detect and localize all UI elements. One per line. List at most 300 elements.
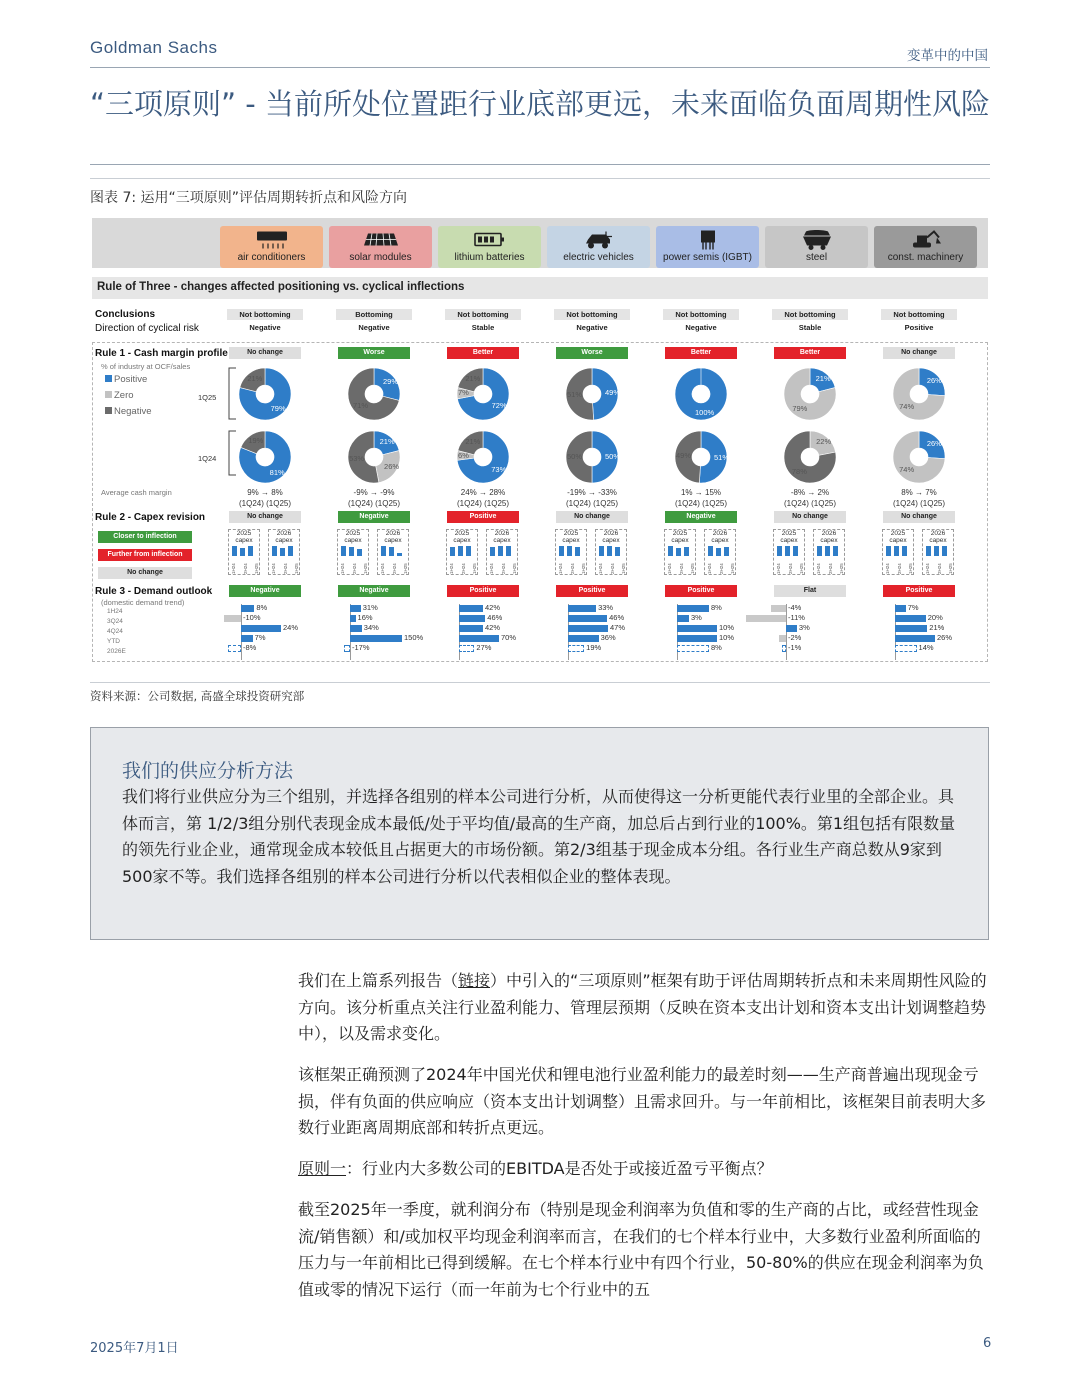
capex-tick-label: 1H25 bbox=[839, 563, 844, 574]
avg-cash-margin-periods: (1Q24) (1Q25) bbox=[347, 499, 401, 508]
rule2-tag: Positive bbox=[447, 511, 519, 523]
capex-tick-label: 1H24 bbox=[271, 563, 276, 574]
capex-period-ticks bbox=[885, 558, 913, 574]
conclusion-value: Not bottoming bbox=[772, 309, 848, 320]
capex-period-ticks bbox=[925, 558, 953, 574]
demand-bar bbox=[779, 635, 786, 642]
donut-value-label: 26% bbox=[926, 438, 942, 448]
rule1-tag: Better bbox=[447, 347, 519, 359]
demand-bar bbox=[568, 615, 607, 622]
capex-year-label: 2025 capex bbox=[562, 530, 580, 544]
capex-box-2025 bbox=[337, 529, 369, 575]
legend-positive: Positive bbox=[105, 374, 147, 385]
capex-bars bbox=[777, 546, 803, 556]
donut-1q24 bbox=[673, 429, 729, 485]
demand-value-label: 16% bbox=[357, 613, 373, 622]
capex-year-label: 2025 capex bbox=[889, 530, 907, 544]
donut-value-label: 100% bbox=[695, 408, 715, 417]
donut-value-label: 53% bbox=[349, 453, 365, 463]
demand-value-label: 27% bbox=[476, 643, 492, 652]
capex-bar bbox=[942, 546, 947, 556]
donut-chart bbox=[346, 366, 402, 422]
capex-revision-panel bbox=[882, 529, 956, 575]
donut-value-label: 21% bbox=[465, 436, 481, 446]
donut-value-label: 29% bbox=[383, 377, 399, 387]
demand-value-label: 70% bbox=[501, 633, 517, 642]
demand-value-label: 10% bbox=[719, 623, 735, 632]
conclusion-value: Not bottoming bbox=[663, 309, 739, 320]
demand-value-label: 33% bbox=[598, 603, 614, 612]
donut-1q24 bbox=[564, 429, 620, 485]
sector-name: electric vehicles bbox=[563, 252, 634, 263]
footer-date: 2025年7月1日 bbox=[90, 1341, 179, 1356]
capex-bar bbox=[607, 546, 612, 556]
rule2-tag: No change bbox=[774, 511, 846, 523]
sector-tile-air-conditioners bbox=[220, 226, 323, 268]
avg-cash-margin bbox=[661, 487, 741, 509]
supply-analysis-box bbox=[90, 727, 989, 940]
capex-box-2025 bbox=[882, 529, 914, 575]
rule1-label: Rule 1 - Cash margin profile bbox=[95, 348, 228, 359]
capex-bars bbox=[926, 546, 952, 556]
capex-period-ticks bbox=[340, 558, 368, 574]
capex-bars bbox=[450, 546, 476, 556]
capex-bar bbox=[825, 546, 830, 556]
capex-bar bbox=[567, 546, 572, 556]
capex-tick-label: 1H24 bbox=[925, 563, 930, 574]
donut-value-label: 78% bbox=[791, 466, 807, 476]
capex-bar bbox=[575, 547, 580, 556]
direction-value: Positive bbox=[904, 323, 934, 332]
rule3-tag: Flat bbox=[774, 585, 846, 597]
avg-cash-margin-periods: (1Q24) (1Q25) bbox=[456, 499, 510, 508]
rule3-label: Rule 3 - Demand outlook bbox=[95, 586, 213, 597]
box-title: 我们的供应分析方法 bbox=[122, 760, 294, 782]
capex-bar bbox=[902, 546, 907, 556]
legend-further-tag: Further from inflection bbox=[98, 549, 192, 561]
demand-value-label: 21% bbox=[929, 623, 945, 632]
capex-period-ticks bbox=[449, 558, 477, 574]
capex-period-ticks bbox=[558, 558, 586, 574]
capex-bar bbox=[926, 546, 931, 556]
capex-period-ticks bbox=[707, 558, 735, 574]
demand-bar bbox=[677, 605, 709, 612]
rule-of-three-banner: Rule of Three - changes affected positioning vs. cyclical inflections bbox=[92, 277, 988, 299]
capex-tick-label: 1H24 bbox=[707, 563, 712, 574]
demand-value-label: 8% bbox=[711, 643, 722, 652]
donut-value-label: 49% bbox=[676, 451, 692, 461]
capex-bar bbox=[490, 547, 495, 556]
sector-tile-lithium-batteries bbox=[438, 226, 541, 268]
capex-box-2026 bbox=[595, 529, 627, 575]
capex-bar bbox=[668, 546, 673, 556]
capex-tick-label: 2H24 bbox=[609, 563, 615, 574]
capex-box-2026 bbox=[813, 529, 845, 575]
capex-tick-label: 1H24 bbox=[449, 563, 454, 574]
capex-period-ticks bbox=[231, 558, 259, 574]
donut-1q25 bbox=[237, 366, 293, 422]
demand-value-label: 42% bbox=[485, 603, 501, 612]
paragraph-4: 截至2025年一季度，就利润分布（特别是现金利润率为负值和零的生产商的占比，或经营性现金流/销售额）和/或加权平均现金利润率而言，在我们的七个样本行业中，大多数行业盈利所面临的压力与一年前相比已得到缓解。在七个样本行业中有四个行业，50-80%的供应在现金利润率为负值或零的情况下运行（而一年前为七个行业中的五 bbox=[298, 1200, 984, 1299]
conclusion-value: Not bottoming bbox=[881, 309, 957, 320]
capex-revision-panel bbox=[446, 529, 520, 575]
demand-value-label: 14% bbox=[918, 643, 934, 652]
donut-value-label: 51% bbox=[713, 452, 729, 462]
capex-period-ticks bbox=[776, 558, 804, 574]
sector-name: lithium batteries bbox=[454, 252, 525, 263]
capex-year-label: 2026 capex bbox=[384, 530, 402, 544]
demand-row-label: 3Q24 bbox=[107, 618, 123, 625]
capex-bar bbox=[357, 549, 362, 556]
avg-cash-margin-periods: (1Q24) (1Q25) bbox=[565, 499, 619, 508]
rule3-tag: Positive bbox=[447, 585, 519, 597]
capex-tick-label: 1H25 bbox=[363, 563, 368, 574]
demand-bar bbox=[568, 605, 596, 612]
capex-bar bbox=[676, 548, 681, 556]
capex-year-label: 2026 capex bbox=[711, 530, 729, 544]
donut-1q24 bbox=[346, 429, 402, 485]
capex-box-2026 bbox=[377, 529, 409, 575]
rule1-sublabel: % of industry at OCF/sales bbox=[101, 362, 191, 371]
capex-bar bbox=[716, 548, 721, 556]
avg-cash-margin bbox=[443, 487, 523, 509]
rule-of-three-figure bbox=[90, 216, 990, 666]
capex-tick-label: 2H24 bbox=[242, 563, 248, 574]
capex-tick-label: 1H25 bbox=[908, 563, 913, 574]
capex-bar bbox=[389, 547, 394, 556]
capex-bar bbox=[450, 547, 455, 556]
solar-panel-icon bbox=[364, 229, 398, 251]
demand-bar bbox=[350, 625, 362, 632]
capex-tick-label: 2H24 bbox=[500, 563, 506, 574]
capex-bars bbox=[817, 546, 843, 556]
rule1-heading: 原则一：行业内大多数公司的EBITDA是否处于或接近盈亏平衡点？ bbox=[298, 1159, 773, 1178]
rule2-tag: No change bbox=[883, 511, 955, 523]
capex-bars bbox=[708, 546, 734, 556]
conclusion-value: Not bottoming bbox=[554, 309, 630, 320]
demand-bar bbox=[344, 645, 350, 652]
capex-bars bbox=[599, 546, 625, 556]
avg-cash-margin-value: 24% → 28% bbox=[460, 488, 506, 497]
demand-bar bbox=[459, 625, 483, 632]
donut-1q25 bbox=[782, 366, 838, 422]
donut-1q25 bbox=[891, 366, 947, 422]
rule1-tag: Better bbox=[665, 347, 737, 359]
capex-box-2025 bbox=[555, 529, 587, 575]
avg-cash-margin-periods: (1Q24) (1Q25) bbox=[238, 499, 292, 508]
sector-conclusion bbox=[772, 309, 848, 332]
capex-year-label: 2025 capex bbox=[671, 530, 689, 544]
capex-box-2025 bbox=[664, 529, 696, 575]
rule1-tag: Better bbox=[774, 347, 846, 359]
figure-source: 资料来源：公司数据, 高盛全球投资研究部 bbox=[90, 689, 305, 703]
capex-period-ticks bbox=[816, 558, 844, 574]
demand-bar bbox=[241, 625, 281, 632]
conclusion-value: Bottoming bbox=[336, 309, 412, 320]
legend-positive-swatch bbox=[105, 375, 112, 382]
rule1-tag: No change bbox=[883, 347, 955, 359]
legend-negative: Negative bbox=[105, 406, 152, 417]
avg-cash-margin-periods: (1Q24) (1Q25) bbox=[892, 499, 946, 508]
donut-chart bbox=[237, 366, 293, 422]
demand-bar bbox=[895, 605, 906, 612]
capex-tick-label: 1H25 bbox=[294, 563, 299, 574]
rule3-sublabel: (domestic demand trend) bbox=[101, 598, 185, 607]
report-link[interactable]: 链接 bbox=[458, 971, 491, 990]
avg-cash-margin bbox=[879, 487, 959, 509]
rule1-tag: Worse bbox=[556, 347, 628, 359]
rule3-tag: Positive bbox=[883, 585, 955, 597]
demand-row-label: 4Q24 bbox=[107, 628, 123, 635]
capex-bar bbox=[793, 546, 798, 556]
donut-value-label: 73% bbox=[491, 464, 507, 474]
rule2-tag: Negative bbox=[338, 511, 410, 523]
donut-value-label: 50% bbox=[567, 452, 583, 461]
demand-value-label: 19% bbox=[586, 643, 602, 652]
demand-value-label: 31% bbox=[362, 603, 378, 612]
sector-tile-const-machinery bbox=[874, 226, 977, 268]
demand-bar bbox=[746, 615, 786, 622]
demand-bar bbox=[677, 625, 717, 632]
donut-value-label: 49% bbox=[604, 388, 620, 398]
sector-name: air conditioners bbox=[237, 252, 306, 263]
document-title: 变革中的中国 bbox=[907, 48, 988, 64]
donut-value-label: 71% bbox=[352, 400, 368, 410]
avg-cash-margin-value: 9% → 8% bbox=[247, 488, 283, 497]
capex-year-label: 2025 capex bbox=[780, 530, 798, 544]
excavator-icon bbox=[909, 229, 943, 251]
capex-revision-panel bbox=[664, 529, 738, 575]
capex-tick-label: 1H24 bbox=[816, 563, 821, 574]
conclusion-value: Not bottoming bbox=[227, 309, 303, 320]
donut-value-label: 21% bbox=[815, 373, 831, 383]
capex-bar bbox=[833, 546, 838, 556]
capex-tick-label: 2H24 bbox=[896, 563, 902, 574]
demand-bar bbox=[241, 635, 253, 642]
sector-conclusion bbox=[336, 309, 412, 332]
sector-header-bar bbox=[92, 218, 988, 268]
demand-bar bbox=[241, 605, 254, 612]
demand-value-label: -17% bbox=[352, 643, 370, 652]
capex-bar bbox=[559, 546, 564, 556]
demand-zero-axis bbox=[350, 604, 351, 660]
sector-conclusion bbox=[663, 309, 739, 332]
demand-bar bbox=[782, 645, 786, 652]
demand-row-label: 1H24 bbox=[107, 608, 123, 615]
donut-value-label: 79% bbox=[792, 404, 808, 413]
paragraph-1: 我们在上篇系列报告（链接）中引入的“三项原则”框架有助于评估周期转折点和未来周期性风险的方向。该分析重点关注行业盈利能力、管理层预期（反映在资本支出计划和资本支出计划调整趋势中），以及需求变化。 bbox=[298, 971, 987, 1043]
demand-value-label: 10% bbox=[719, 633, 735, 642]
capex-bar bbox=[599, 546, 604, 556]
mine-cart-icon bbox=[800, 229, 834, 251]
direction-value: Negative bbox=[249, 323, 281, 332]
capex-bar bbox=[466, 546, 471, 556]
capex-bar bbox=[817, 546, 822, 556]
battery-icon bbox=[473, 229, 507, 251]
demand-bar bbox=[895, 615, 926, 622]
capex-box-2026 bbox=[268, 529, 300, 575]
capex-bars bbox=[381, 546, 407, 556]
figure-caption: 图表 7: 运用“三项原则”评估周期转折点和风险方向 bbox=[90, 190, 408, 206]
capex-year-label: 2025 capex bbox=[235, 530, 253, 544]
demand-bar bbox=[677, 645, 709, 652]
capex-tick-label: 1H25 bbox=[472, 563, 477, 574]
demand-value-label: 47% bbox=[610, 623, 626, 632]
sector-tile-solar-modules bbox=[329, 226, 432, 268]
capex-box-2025 bbox=[228, 529, 260, 575]
demand-bar bbox=[895, 645, 917, 652]
avg-cash-margin-value: -9% → -9% bbox=[353, 488, 395, 497]
label-1q24: 1Q24 bbox=[198, 454, 217, 463]
direction-value: Negative bbox=[685, 323, 717, 332]
demand-bar bbox=[771, 605, 786, 612]
demand-value-label: -1% bbox=[788, 643, 802, 652]
direction-value: Negative bbox=[576, 323, 608, 332]
rule1-link: 原则一 bbox=[298, 1159, 347, 1178]
capex-bar bbox=[506, 546, 511, 556]
capex-tick-label: 2H24 bbox=[936, 563, 942, 574]
capex-tick-label: 1H24 bbox=[231, 563, 236, 574]
capex-bar bbox=[280, 548, 285, 556]
demand-bar bbox=[895, 625, 927, 632]
demand-value-label: 8% bbox=[256, 603, 268, 612]
capex-bar bbox=[458, 546, 463, 556]
demand-row-label: 2026E bbox=[107, 648, 126, 655]
header-divider bbox=[90, 67, 990, 68]
label-1q25: 1Q25 bbox=[198, 393, 217, 402]
direction-value: Negative bbox=[358, 323, 390, 332]
sector-conclusion bbox=[881, 309, 957, 332]
capex-tick-label: 2H24 bbox=[787, 563, 793, 574]
capex-tick-label: 1H24 bbox=[380, 563, 385, 574]
donut-value-label: 21% bbox=[379, 436, 395, 446]
donut-1q25 bbox=[455, 366, 511, 422]
capex-bar bbox=[934, 546, 939, 556]
capex-period-ticks bbox=[667, 558, 695, 574]
rule3-tag: Negative bbox=[338, 585, 410, 597]
title-divider bbox=[90, 164, 990, 165]
rule2-label: Rule 2 - Capex revision bbox=[95, 512, 206, 523]
demand-value-label: 3% bbox=[798, 623, 810, 632]
capex-tick-label: 2H24 bbox=[827, 563, 833, 574]
capex-tick-label: 1H25 bbox=[799, 563, 804, 574]
capex-year-label: 2026 capex bbox=[493, 530, 511, 544]
avg-cash-margin-value: -19% → -33% bbox=[567, 488, 617, 497]
demand-value-label: -10% bbox=[243, 613, 261, 622]
capex-box-2026 bbox=[704, 529, 736, 575]
capex-bar bbox=[381, 546, 386, 556]
capex-bar bbox=[288, 546, 293, 556]
sector-name: steel bbox=[805, 252, 828, 263]
demand-zero-axis bbox=[786, 604, 787, 660]
demand-value-label: 34% bbox=[363, 623, 379, 632]
rule2-tag: Negative bbox=[665, 511, 737, 523]
capex-box-2025 bbox=[773, 529, 805, 575]
page-number: 6 bbox=[983, 1336, 992, 1351]
capex-box-2025 bbox=[446, 529, 478, 575]
avg-cash-margin bbox=[334, 487, 414, 509]
demand-bar bbox=[224, 615, 241, 622]
capex-bar bbox=[240, 548, 245, 556]
demand-value-label: -8% bbox=[243, 643, 257, 652]
avg-cash-margin bbox=[770, 487, 850, 509]
avg-cash-margin-periods: (1Q24) (1Q25) bbox=[783, 499, 837, 508]
capex-bar bbox=[886, 546, 891, 556]
donut-1q24 bbox=[891, 429, 947, 485]
demand-bar bbox=[459, 645, 474, 652]
capex-tick-label: 1H25 bbox=[730, 563, 735, 574]
capex-tick-label: 2H24 bbox=[282, 563, 288, 574]
capex-tick-label: 2H24 bbox=[351, 563, 357, 574]
sector-name: power semis (IGBT) bbox=[663, 252, 752, 263]
capex-tick-label: 1H24 bbox=[667, 563, 672, 574]
demand-value-label: 26% bbox=[937, 633, 953, 642]
capex-bars bbox=[232, 546, 258, 556]
capex-revision-panel bbox=[555, 529, 629, 575]
capex-bar bbox=[894, 546, 899, 556]
demand-value-label: 7% bbox=[254, 633, 266, 642]
demand-value-label: 24% bbox=[283, 623, 299, 632]
page-title: “三项原则” - 当前所处位置距行业底部更远，未来面临负面周期性风险 bbox=[90, 87, 990, 121]
donut-1q25 bbox=[346, 366, 402, 422]
demand-bar bbox=[786, 625, 797, 632]
capex-tick-label: 1H24 bbox=[489, 563, 494, 574]
capex-bar bbox=[785, 546, 790, 556]
avg-cash-margin-value: 8% → 7% bbox=[901, 488, 937, 497]
donut-chart bbox=[891, 366, 947, 422]
source-divider bbox=[90, 682, 990, 683]
donut-value-label: 74% bbox=[899, 402, 915, 411]
capex-bar bbox=[684, 547, 689, 556]
sector-tile-electric-vehicles bbox=[547, 226, 650, 268]
capex-year-label: 2026 capex bbox=[275, 530, 293, 544]
demand-bar bbox=[228, 645, 241, 652]
demand-bar bbox=[568, 635, 599, 642]
capex-bars bbox=[668, 546, 694, 556]
avg-cash-margin-value: -8% → 2% bbox=[790, 488, 830, 497]
rule3-tag: Positive bbox=[556, 585, 628, 597]
capex-bar bbox=[397, 553, 402, 556]
demand-value-label: 8% bbox=[711, 603, 722, 612]
demand-value-label: 3% bbox=[691, 613, 702, 622]
donut-value-label: 79% bbox=[270, 404, 286, 413]
demand-zero-axis bbox=[241, 604, 242, 660]
demand-value-label: 46% bbox=[609, 613, 625, 622]
legend-closer-tag: Closer to inflection bbox=[98, 531, 192, 543]
capex-bars bbox=[490, 546, 516, 556]
donut-chart bbox=[891, 429, 947, 485]
demand-bar bbox=[350, 615, 356, 622]
capex-bar bbox=[708, 546, 713, 556]
capex-period-ticks bbox=[489, 558, 517, 574]
sector-conclusion bbox=[445, 309, 521, 332]
donut-1q24 bbox=[782, 429, 838, 485]
demand-row-label: YTD bbox=[107, 638, 120, 645]
donut-1q24 bbox=[237, 429, 293, 485]
sector-conclusion bbox=[554, 309, 630, 332]
demand-bar bbox=[350, 605, 361, 612]
capex-revision-panel bbox=[773, 529, 847, 575]
sector-name: const. machinery bbox=[887, 252, 964, 263]
demand-bar bbox=[459, 635, 499, 642]
capex-year-label: 2025 capex bbox=[453, 530, 471, 544]
capex-bars bbox=[341, 546, 367, 556]
demand-value-label: 150% bbox=[404, 633, 424, 642]
capex-tick-label: 2H24 bbox=[718, 563, 724, 574]
capex-tick-label: 1H25 bbox=[512, 563, 517, 574]
demand-value-label: -11% bbox=[788, 613, 805, 622]
capex-bar bbox=[349, 547, 354, 556]
